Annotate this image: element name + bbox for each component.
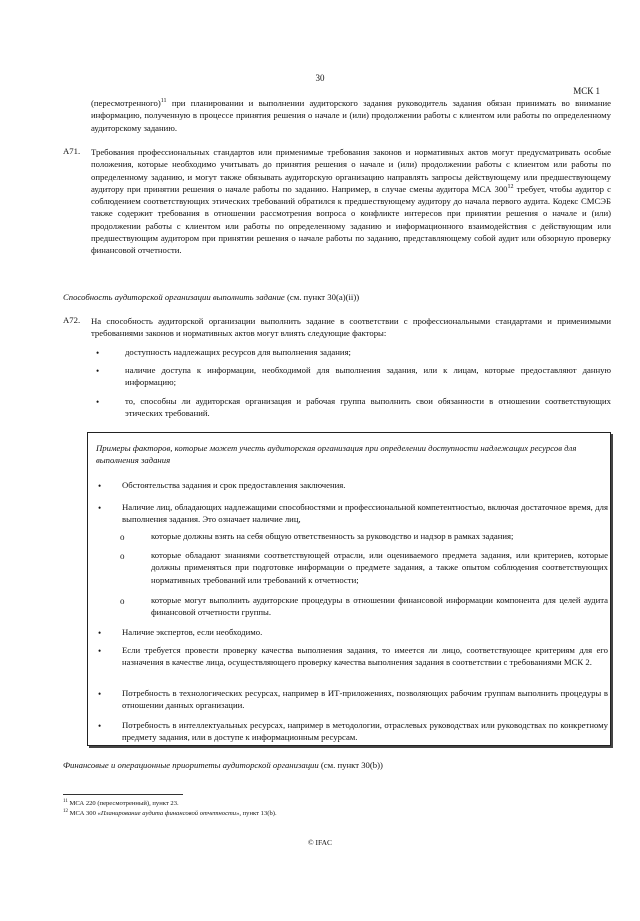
bullet-icon: • — [98, 481, 102, 491]
sub-list-item: которые должны взять на себя общую ответственность за руководство и надзор в рамках задания; — [151, 531, 514, 541]
bullet-icon: • — [96, 397, 100, 407]
list-item: Если требуется провести проверку качества выполнения задания, то имеется ли лицо, соответствующее критериям для его назначения в качестве лица, осуществляющего проверку качества выполнения задания в соответствии с требованиями МСК 2. — [122, 645, 608, 668]
paragraph-a72-label: A72. — [63, 315, 81, 325]
bullet-icon: • — [98, 628, 102, 638]
paragraph-a71: Требования профессиональных стандартов или применимые требования законов и нормативных актов могут предусматривать особые положения, которые необходимо учитывать до принятия решения о начале и (или) продолжении работы с клиентом или работы по определенному заданию, и могут также обязывать аудиторскую организацию направлять запросы действующему или предшествующему аудитору при принятии решения о начале работы по заданию. Например, в случае смены аудитора МСА $300^{12}$ требует, чтобы аудитор с соблюдением соответствующих этических требований обратился к предшествующему аудитору до начала первого аудита. Кодекс СМСЭБ также содержит требования в отношении рассмотрения вопроса о конфликте интересов при принятии решения о начале и (или) продолжении работы с клиентом или работы по определенному заданию и информационного взаимодействия с действующим или предшествующим аудитором при принятии решения о начале работы по заданию, представляющему собой аудит или обзорную проверку финансовой отчетности. — [91, 147, 611, 256]
bullet-icon: • — [98, 503, 102, 513]
sub-list-item: которые обладают знаниями соответствующей отрасли, или оцениваемого предмета задания, или критериев, которые должны применяться при подготовке информации о предмете задания, а также опытом соблюдения соответствующих нормативных требований или требований к отчетности; — [151, 550, 608, 585]
footnote-ref-12: 12 — [507, 184, 514, 190]
list-item: Наличие лиц, обладающих надлежащими способностями и профессиональной компетентностью, включая достаточное время, для выполнения задания. Это означает наличие лиц, — [122, 502, 608, 525]
footnote-12: $^{12}$ МСА 300 «Планирование аудита финансовой отчетности», пункт 13(b). — [63, 809, 277, 818]
list-item: доступность надлежащих ресурсов для выполнения задания; — [125, 347, 351, 357]
bullet-icon: • — [98, 689, 102, 699]
circle-bullet-icon: o — [120, 532, 125, 542]
continuation-paragraph: (пересмотренного)$^{11}$ при планировании и выполнении аудиторского задания руководитель задания обязан принимать во внимание информацию, полученную в процессе принятия решения о начале и (или) продолжении работы с клиентом или работы по определенному аудиторскому заданию. — [91, 98, 611, 133]
bullet-icon: • — [98, 721, 102, 731]
list-item: Потребность в интеллектуальных ресурсах, например в методологии, отраслевых руководствах или руководствах по конкретному предмету задания, или в доступе к информационным ресурсам. — [122, 720, 608, 743]
circle-bullet-icon: o — [120, 551, 125, 561]
paragraph-a72: На способность аудиторской организации выполнить задание в соответствии с профессиональными стандартами и применимыми требованиями законов и нормативных актов могут влиять следующие факторы: — [91, 316, 611, 339]
circle-bullet-icon: o — [120, 596, 125, 606]
bullet-icon: • — [96, 366, 100, 376]
section-heading-priorities: Финансовые и операционные приоритеты аудиторской организации (см. пункт 30(b)) — [63, 760, 383, 770]
footnote-11: $^{11}$ МСА 220 (пересмотренный), пункт 23. — [63, 799, 179, 808]
footnote-divider — [63, 794, 183, 795]
copyright-footer: © IFAC — [307, 838, 333, 847]
list-item: Обстоятельства задания и срок предоставления заключения. — [122, 480, 346, 490]
examples-box-title: Примеры факторов, которые может учесть аудиторская организация при определении доступности надлежащих ресурсов для выполнения задания — [96, 443, 577, 466]
sub-list-item: которые могут выполнить аудиторские процедуры в отношении финансовой информации компонента для целей аудита финансовой отчетности группы. — [151, 595, 608, 618]
footnote-ref-11: 11 — [160, 98, 167, 105]
bullet-icon: • — [96, 348, 100, 358]
section-heading-capability: Способность аудиторской организации выполнить задание (см. пункт 30(a)(ii)) — [63, 292, 360, 302]
list-item: Наличие экспертов, если необходимо. — [122, 627, 263, 637]
list-item: Потребность в технологических ресурсах, например в ИТ-приложениях, позволяющих рабочим группам выполнить процедуры в отношении данных организации. — [122, 688, 608, 711]
standard-code: МСК 1 — [573, 86, 600, 96]
list-item: наличие доступа к информации, необходимой для выполнения задания, или к лицам, которые предоставляют данную информацию; — [125, 365, 611, 388]
bullet-icon: • — [98, 646, 102, 656]
paragraph-a71-label: A71. — [63, 146, 81, 156]
list-item: то, способны ли аудиторская организация и рабочая группа выполнить свои обязанности в отношении соответствующих этических требований. — [125, 396, 611, 419]
page-number: 30 — [315, 73, 325, 83]
